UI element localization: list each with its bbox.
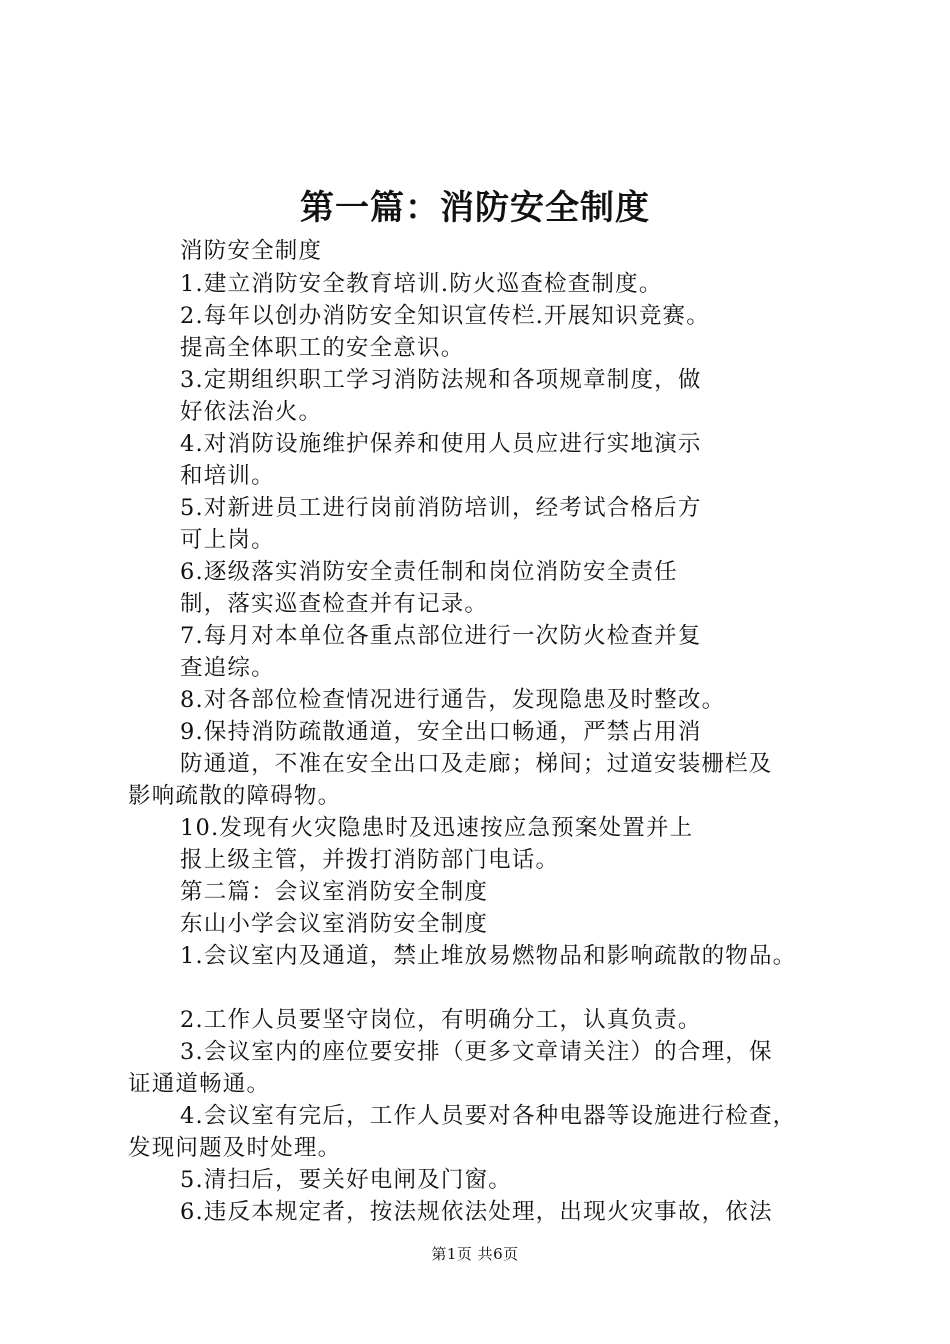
body-line: 1.建立消防安全教育培训.防火巡查检查制度。 bbox=[180, 271, 663, 297]
body-line: 4.对消防设施维护保养和使用人员应进行实地演示 bbox=[180, 431, 702, 457]
body-line: 2.每年以创办消防安全知识宣传栏.开展知识竞赛。 bbox=[180, 303, 710, 329]
body-line: 查追综。 bbox=[180, 655, 275, 681]
body-line: 好依法治火。 bbox=[180, 399, 323, 425]
body-line: 7.每月对本单位各重点部位进行一次防火检查并复 bbox=[180, 623, 702, 649]
body-line: 防通道，不准在安全出口及走廊；梯间；过道安装栅栏及 bbox=[180, 751, 773, 777]
page-footer: 第1页 共6页 bbox=[431, 1245, 519, 1263]
body-line: 提高全体职工的安全意识。 bbox=[180, 335, 465, 361]
body-line: 5.对新进员工进行岗前消防培训，经考试合格后方 bbox=[180, 495, 702, 521]
body-line: 5.清扫后，要关好电闸及门窗。 bbox=[180, 1167, 512, 1193]
page-title: 第一篇：消防安全制度 bbox=[300, 188, 650, 228]
body-line: 9.保持消防疏散通道，安全出口畅通，严禁占用消 bbox=[180, 719, 702, 745]
body-line: 东山小学会议室消防安全制度 bbox=[180, 911, 489, 937]
body-line: 8.对各部位检查情况进行通告，发现隐患及时整改。 bbox=[180, 687, 726, 713]
body-line: 消防安全制度 bbox=[180, 238, 323, 264]
body-line: 影响疏散的障碍物。 bbox=[128, 783, 342, 809]
body-line: 第二篇：会议室消防安全制度 bbox=[180, 879, 489, 905]
body-line: 3.会议室内的座位要安排（更多文章请关注）的合理，保 bbox=[180, 1039, 773, 1065]
body-line: 4.会议室有完后，工作人员要对各种电器等设施进行检查， bbox=[180, 1103, 797, 1129]
body-line: 10.发现有火灾隐患时及迅速按应急预案处置并上 bbox=[180, 815, 694, 841]
body-line: 6.违反本规定者，按法规依法处理，出现火灾事故，依法 bbox=[180, 1199, 773, 1225]
body-line: 发现问题及时处理。 bbox=[128, 1135, 342, 1161]
body-line: 6.逐级落实消防安全责任制和岗位消防安全责任 bbox=[180, 559, 678, 585]
body-line: 证通道畅通。 bbox=[128, 1071, 271, 1097]
body-line: 制，落实巡查检查并有记录。 bbox=[180, 591, 489, 617]
body-line: 1.会议室内及通道，禁止堆放易燃物品和影响疏散的物品。 bbox=[180, 943, 797, 969]
body-line: 和培训。 bbox=[180, 463, 275, 489]
body-line: 可上岗。 bbox=[180, 527, 275, 553]
body-line: 2.工作人员要坚守岗位，有明确分工，认真负责。 bbox=[180, 1007, 702, 1033]
body-line: 报上级主管，并拨打消防部门电话。 bbox=[180, 847, 560, 873]
body-line: 3.定期组织职工学习消防法规和各项规章制度，做 bbox=[180, 367, 702, 393]
